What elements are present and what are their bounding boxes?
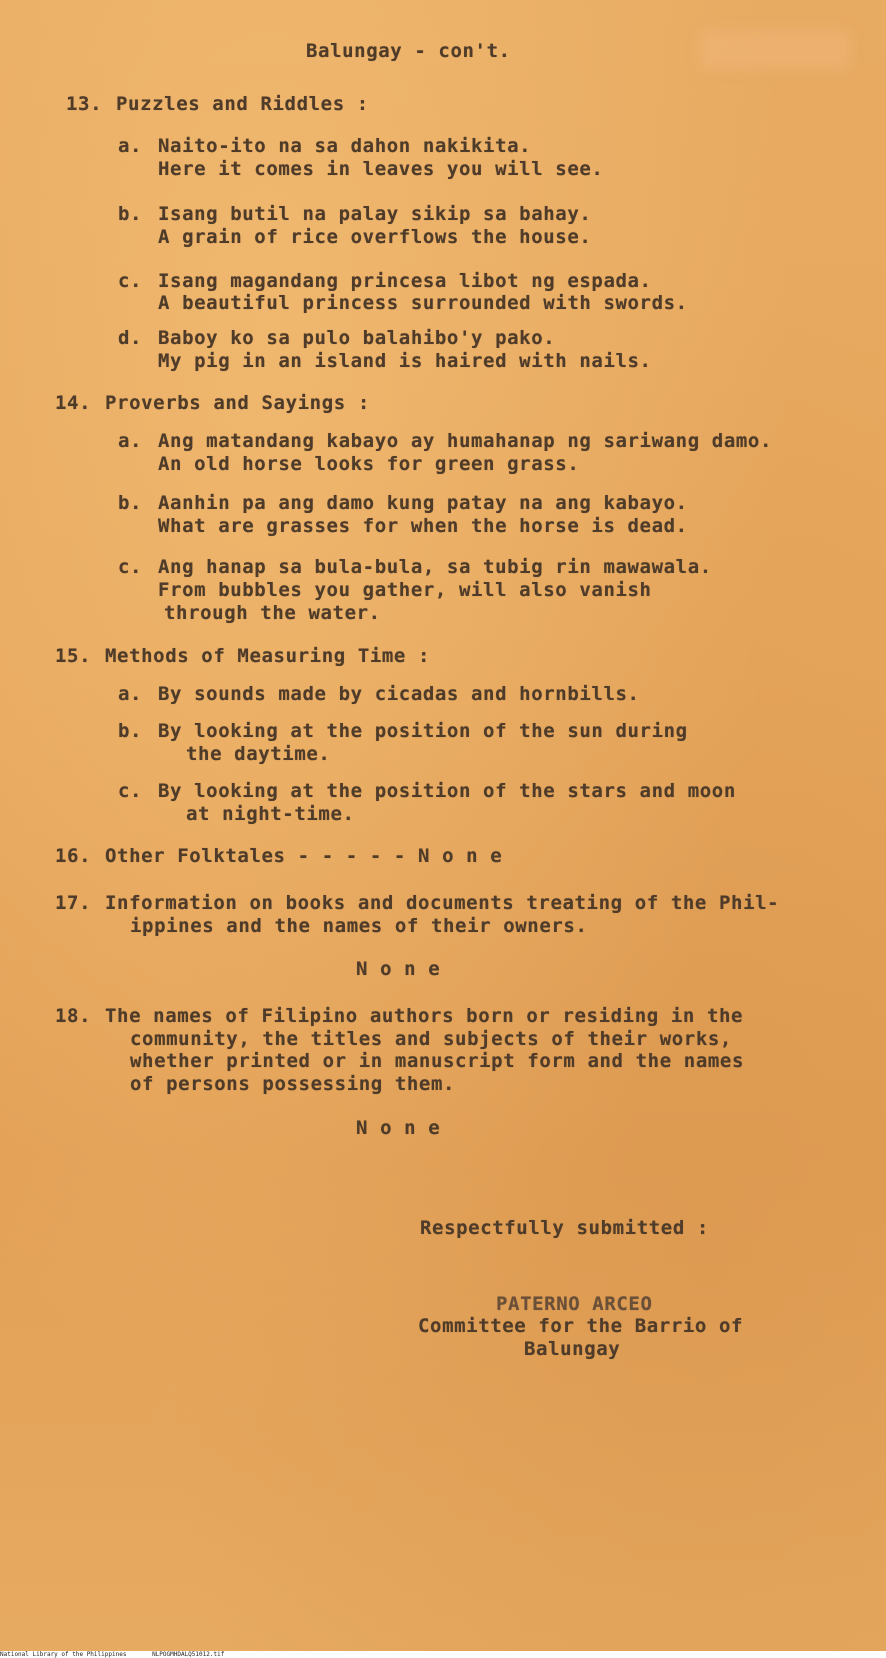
- item-15b-line2: the daytime.: [186, 743, 331, 765]
- section-15-title: Methods of Measuring Time :: [105, 645, 431, 667]
- item-13a-line2: Here it comes in leaves you will see.: [158, 158, 604, 180]
- closing-role-line1: Committee for the Barrio of: [418, 1315, 744, 1337]
- section-14-number: 14.: [55, 392, 92, 414]
- item-15c-letter: c.: [118, 780, 143, 802]
- item-13c-letter: c.: [118, 270, 143, 292]
- closing-role-line2: Balungay: [524, 1338, 621, 1360]
- item-13a-line1: Naito-ito na sa dahon nakikita.: [158, 135, 532, 157]
- section-13-number: 13.: [66, 93, 103, 115]
- item-14a-letter: a.: [118, 430, 143, 452]
- item-14c-line2: From bubbles you gather, will also vanish: [158, 579, 652, 601]
- item-14c-letter: c.: [118, 556, 143, 578]
- item-15b-letter: b.: [118, 720, 143, 742]
- item-15c-line2: at night-time.: [186, 803, 355, 825]
- scan-footer: [0, 1651, 886, 1658]
- section-18-line4: of persons possessing them.: [130, 1073, 456, 1095]
- item-14b-letter: b.: [118, 492, 143, 514]
- section-14-title: Proverbs and Sayings :: [105, 392, 370, 414]
- section-15-number: 15.: [55, 645, 92, 667]
- paper-stain: [700, 30, 850, 70]
- item-15c-line1: By looking at the position of the stars and moon: [158, 780, 736, 802]
- item-15b-line1: By looking at the position of the sun during: [158, 720, 688, 742]
- section-18-line1: The names of Filipino authors born or residing in the: [105, 1005, 744, 1027]
- item-14a-line1: Ang matandang kabayo ay humahanap ng sariwang damo.: [158, 430, 772, 452]
- item-13d-letter: d.: [118, 327, 143, 349]
- section-17-number: 17.: [55, 892, 92, 914]
- section-17-answer: N o n e: [356, 958, 441, 980]
- section-16-number: 16.: [55, 845, 92, 867]
- footer-library: National Library of the Philippines: [0, 1651, 127, 1658]
- item-13b-line1: Isang butil na palay sikip sa bahay.: [158, 203, 592, 225]
- section-16-title: Other Folktales - - - - - N o n e: [105, 845, 503, 867]
- item-13c-line1: Isang magandang princesa libot ng espada.: [158, 270, 652, 292]
- item-15a-line1: By sounds made by cicadas and hornbills.: [158, 683, 640, 705]
- item-13d-line1: Baboy ko sa pulo balahibo'y pako.: [158, 327, 556, 349]
- item-14b-line1: Aanhin pa ang damo kung patay na ang kabayo.: [158, 492, 688, 514]
- closing-name: PATERNO ARCEO: [496, 1293, 653, 1315]
- item-13d-line2: My pig in an island is haired with nails.: [158, 350, 652, 372]
- section-17-line1: Information on books and documents treating of the Phil-: [105, 892, 780, 914]
- section-18-number: 18.: [55, 1005, 92, 1027]
- section-13-title: Puzzles and Riddles :: [116, 93, 369, 115]
- item-13b-line2: A grain of rice overflows the house.: [158, 226, 592, 248]
- section-18-line3: whether printed or in manuscript form and the names: [130, 1050, 744, 1072]
- footer-file: NLPOGMHDALQ51012.tif: [152, 1651, 225, 1658]
- closing-salutation: Respectfully submitted :: [420, 1217, 709, 1239]
- page-title: Balungay - con't.: [306, 40, 511, 62]
- item-14c-line3: through the water.: [164, 602, 381, 624]
- item-15a-letter: a.: [118, 683, 143, 705]
- section-17-line2: ippines and the names of their owners.: [130, 915, 588, 937]
- item-14b-line2: What are grasses for when the horse is dead.: [158, 515, 688, 537]
- item-14c-line1: Ang hanap sa bula-bula, sa tubig rin mawawala.: [158, 556, 712, 578]
- item-13a-letter: a.: [118, 135, 143, 157]
- section-18-answer: N o n e: [356, 1117, 441, 1139]
- section-18-line2: community, the titles and subjects of their works,: [130, 1028, 732, 1050]
- item-13b-letter: b.: [118, 203, 143, 225]
- item-14a-line2: An old horse looks for green grass.: [158, 453, 580, 475]
- item-13c-line2: A beautiful princess surrounded with swords.: [158, 292, 688, 314]
